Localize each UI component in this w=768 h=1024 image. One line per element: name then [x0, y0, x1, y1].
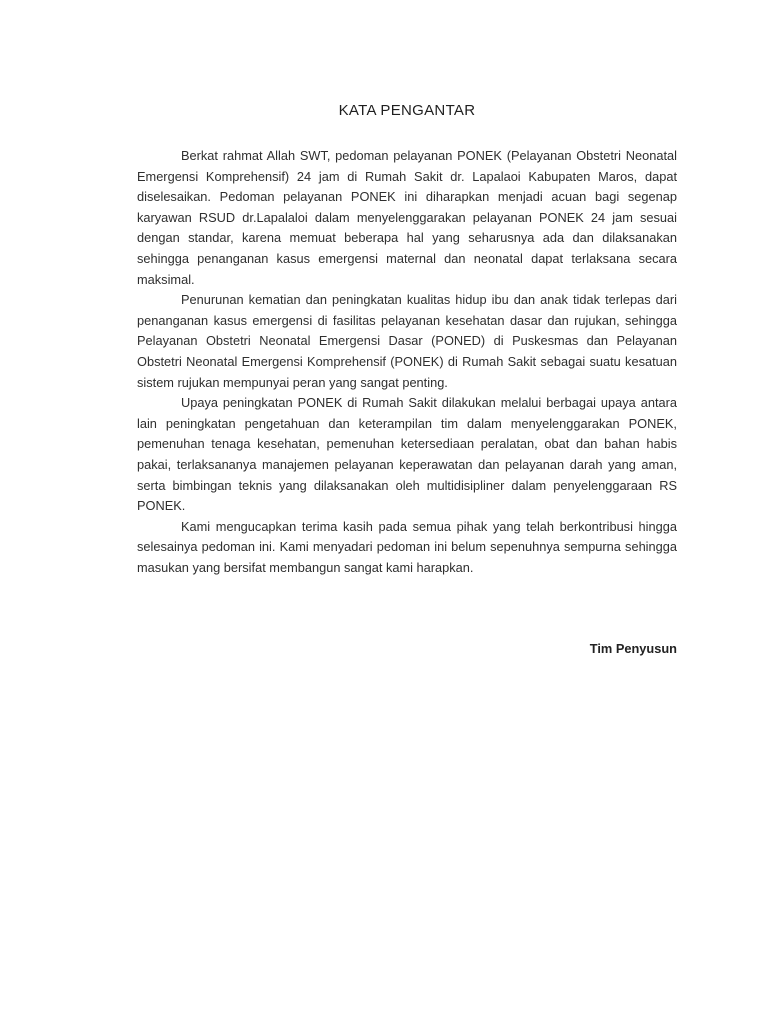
paragraph-3: Upaya peningkatan PONEK di Rumah Sakit dilakukan melalui berbagai upaya antara lain peningkatan pengetahuan dan keterampilan tim dalam menyelenggarakan PONEK, pemenuhan tenaga kesehatan, pemenuhan ketersediaan peralatan, obat dan bahan habis pakai, terlaksananya manajemen pelayanan keperawatan dan pelayanan darah yang aman, serta bimbingan teknis yang dilaksanakan oleh multidisipliner dalam penyelenggaraan RS PONEK. [137, 395, 677, 514]
signature-text: Tim Penyusun [589, 641, 677, 656]
page-title: KATA PENGANTAR [338, 102, 476, 119]
document-body [137, 146, 677, 578]
paragraph-4: Kami mengucapkan terima kasih pada semua pihak yang telah berkontribusi hingga selesainya pedoman ini. Kami menyadari pedoman ini belum sepenuhnya sempurna sehingga masukan yang bersifat membangun sangat kami harapkan. [137, 518, 677, 575]
paragraph-2: Penurunan kematian dan peningkatan kualitas hidup ibu dan anak tidak terlepas dari penanganan kasus emergensi di fasilitas pelayanan kesehatan dasar dan rujukan, sehingga Pelayanan Obstetri Neonatal Emergensi Dasar (PONED) di Puskesmas dan Pelayanan Obstetri Neonatal Emergensi Komprehensif (PONEK) di Rumah Sakit sebagai suatu kesatuan sistem rujukan mempunyai peran yang sangat penting. [137, 292, 677, 390]
paragraph-1: Berkat rahmat Allah SWT, pedoman pelayanan PONEK (Pelayanan Obstetri Neonatal Emergensi Komprehensif) 24 jam di Rumah Sakit dr. Lapalaoi Kabupaten Maros, dapat diselesaikan. Pedoman pelayanan PONEK ini diharapkan menjadi acuan bagi segenap karyawan RSUD dr.Lapalaloi dalam menyelenggarakan pelayanan PONEK 24 jam sesuai dengan standar, karena memuat beberapa hal yang seharusnya ada dan dilaksanakan sehingga penanganan kasus emergensi maternal dan neonatal dapat terlaksana secara maksimal. [137, 148, 677, 287]
